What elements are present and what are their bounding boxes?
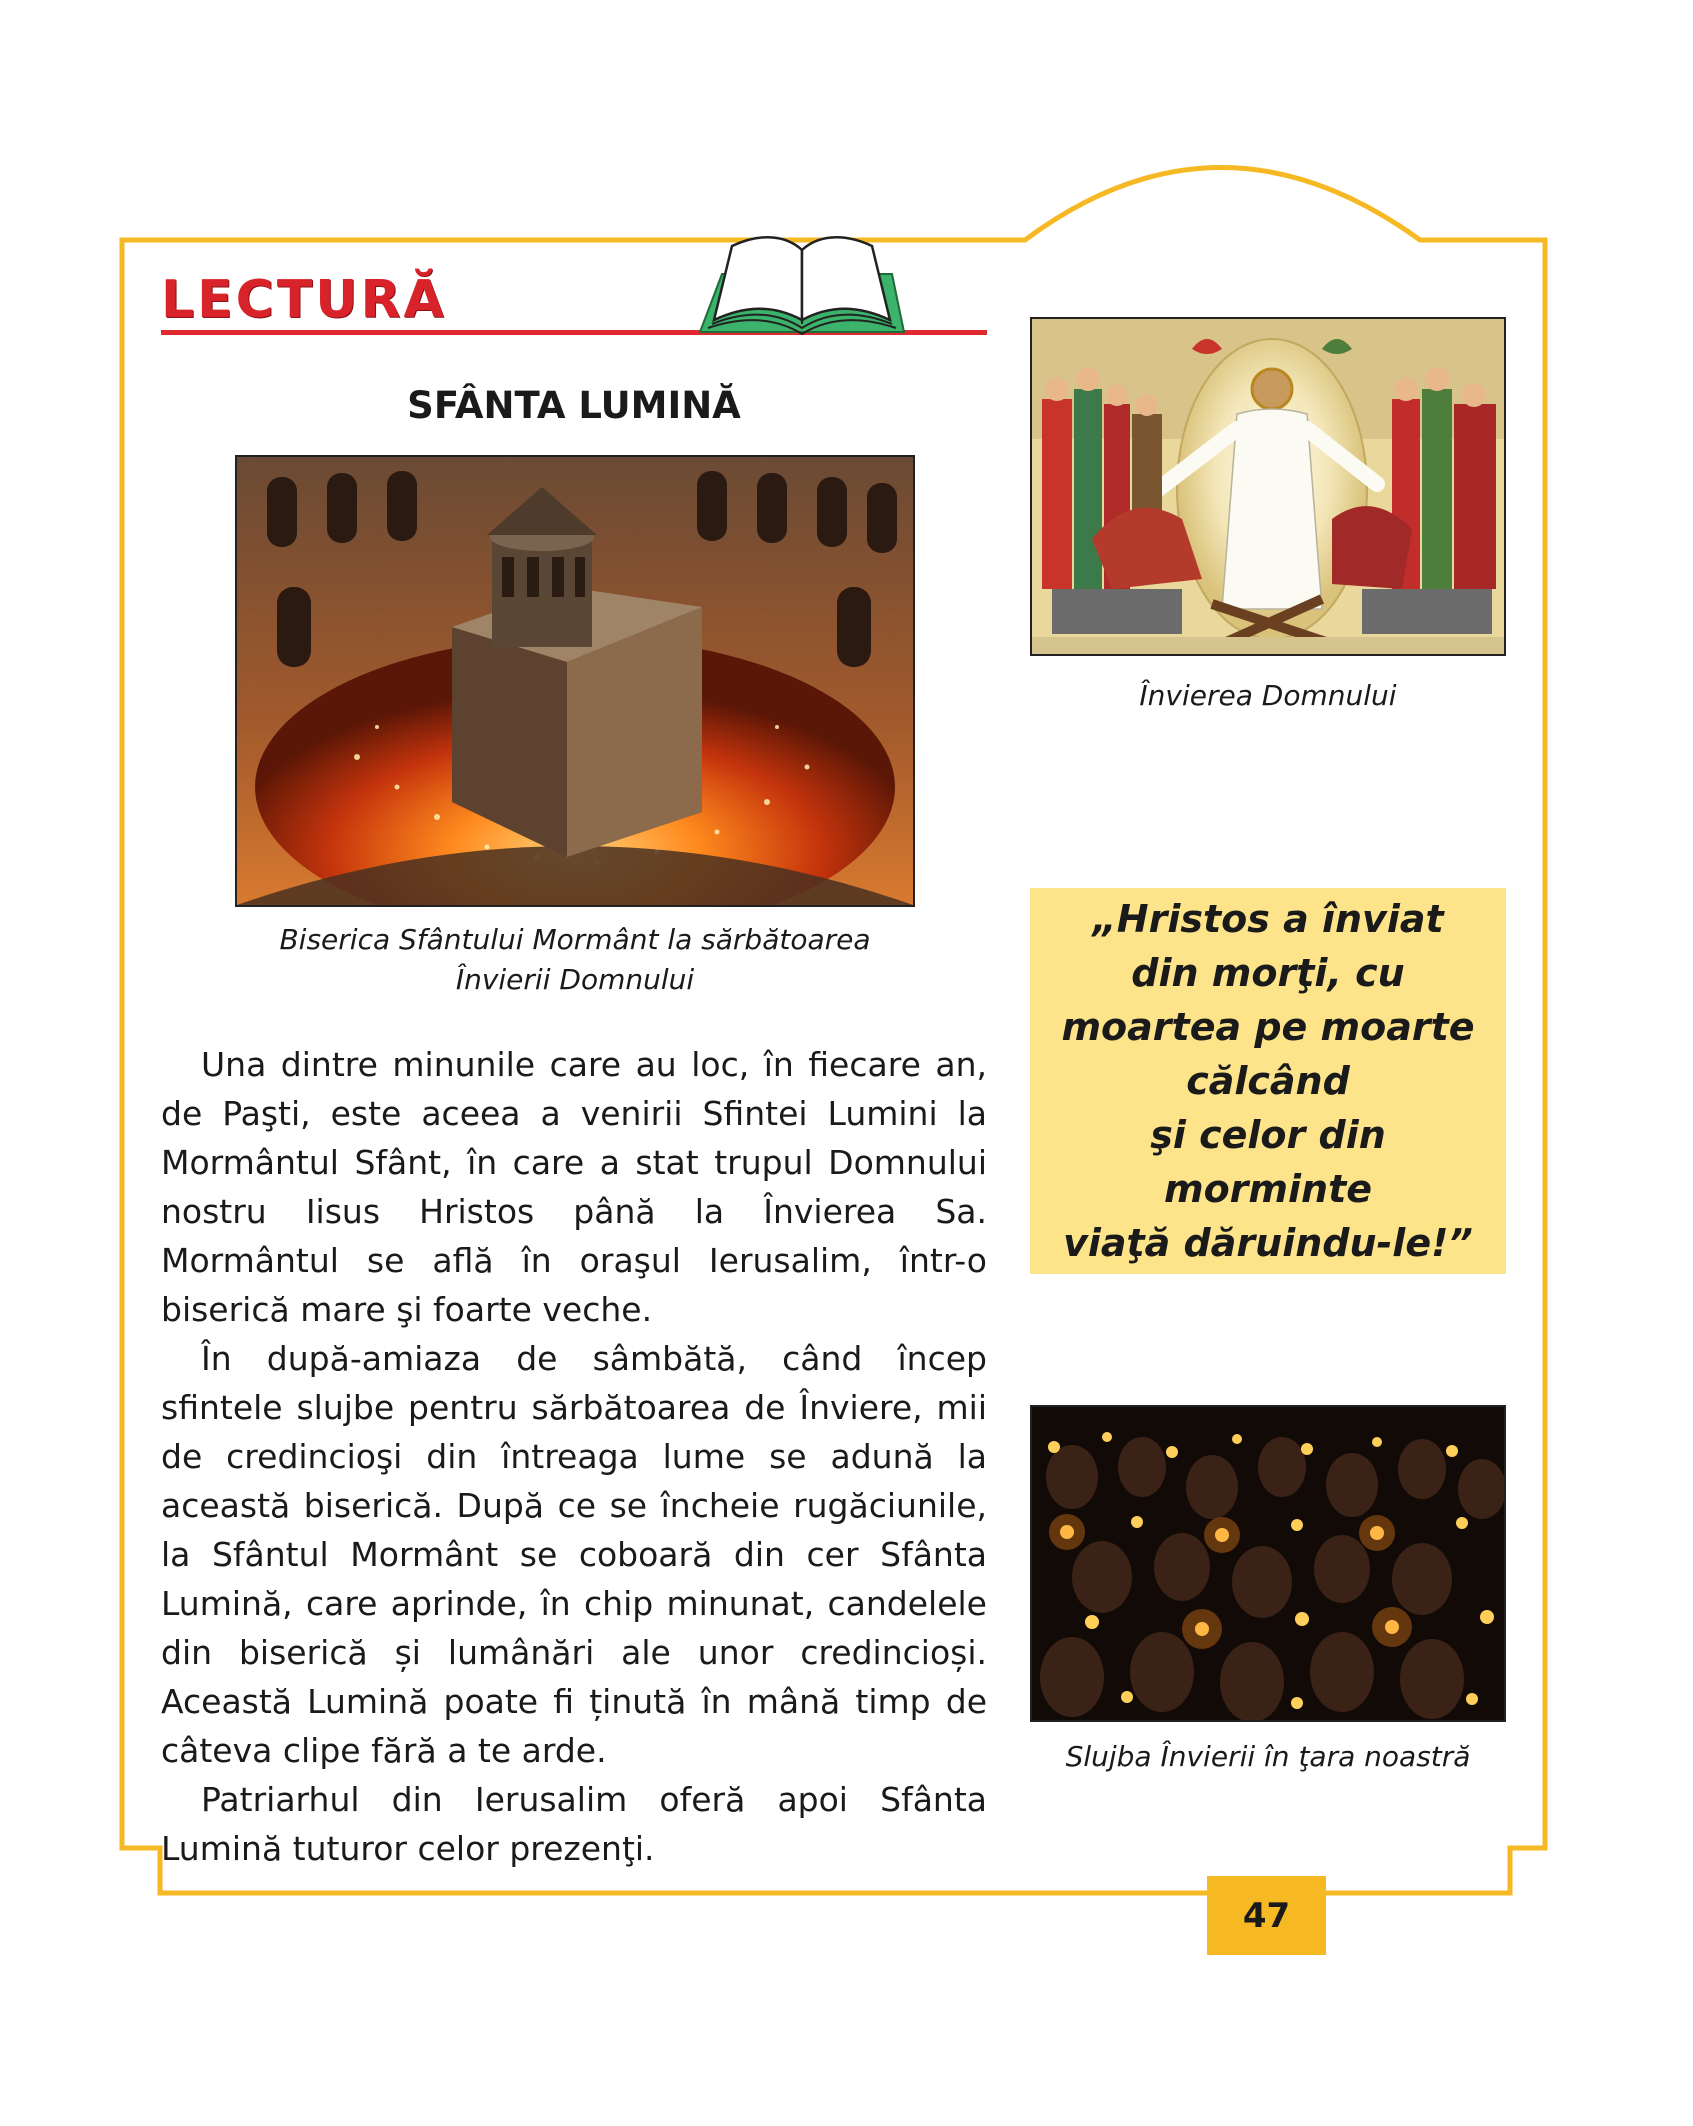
paragraph: În după-amiaza de sâmbătă, când încep sfintele slujbe pentru sărbătoarea de Înviere, mii de credincioşi din întreaga lume se adună la această biserică. După ce se încheie rugăciunile, la Sfântul Mormânt se coboară din cer Sfânta Lumină, care aprinde, în chip minunat, candelele din biserică și lumânări ale unor credincioși. Această Lumină poate fi ținută în mână timp de câteva clipe fără a te arde. [161, 1339, 987, 1770]
article-title: SFÂNTA LUMINĂ [407, 384, 741, 427]
candles-service-photo [1030, 1405, 1506, 1722]
section-label: LECTURĂ [161, 270, 447, 330]
resurrection-icon-photo [1030, 317, 1506, 656]
quote-text: „Hristos a înviat din morţi, cu moartea pe moarte călcând şi celor din morminte viaţă dăruindu-le!” [1061, 897, 1475, 1265]
quote-box [1030, 888, 1506, 1274]
article-body [161, 1040, 987, 1873]
main-photo-caption: Biserica Sfântului Mormânt la sărbătoarea Învierii Domnului [279, 923, 871, 996]
open-book-icon [692, 224, 912, 340]
holy-sepulchre-photo [235, 455, 915, 907]
icon-photo-caption: Învierea Domnului [1139, 679, 1397, 712]
paragraph: Patriarhul din Ierusalim oferă apoi Sfânta Lumină tuturor celor prezenţi. [161, 1780, 987, 1868]
candles-photo-caption: Slujba Învierii în ţara noastră [1065, 1740, 1471, 1773]
page-number-badge: 47 [1207, 1876, 1326, 1955]
paragraph: Una dintre minunile care au loc, în fiecare an, de Paşti, este aceea a venirii Sfintei Lumini la Mormântul Sfânt, în care a stat trupul Domnului nostru Iisus Hristos până la Învierea Sa. Mormântul se află în oraşul Ierusalim, într-o biserică mare şi foarte veche. [161, 1045, 987, 1329]
